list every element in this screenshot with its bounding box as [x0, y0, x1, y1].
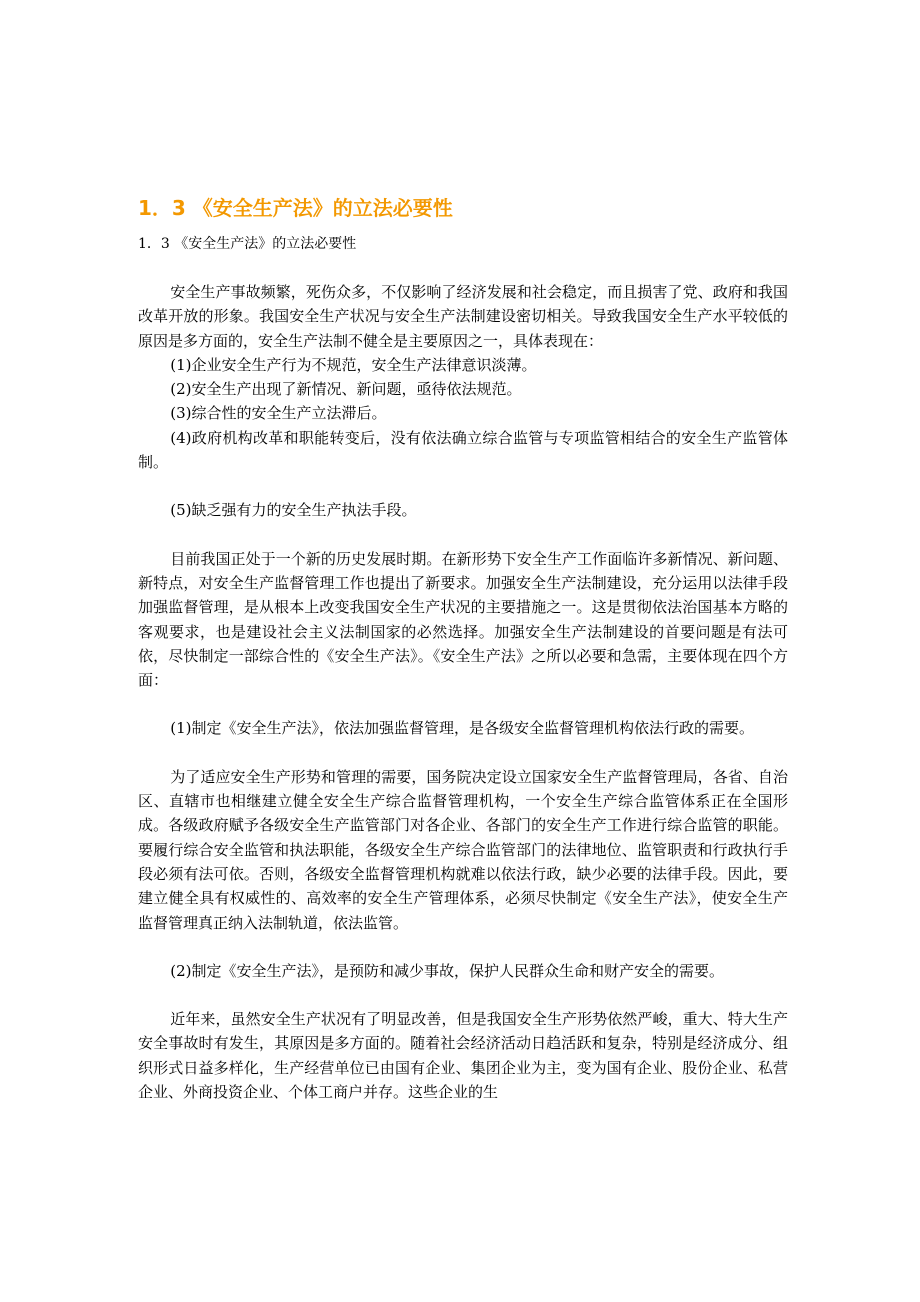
list-item: (2)安全生产出现了新情况、新问题，亟待依法规范。: [170, 380, 522, 399]
list-item: (5)缺乏强有力的安全生产执法手段。: [170, 501, 417, 520]
section-subtitle: 1．3 《安全生产法》的立法必要性: [138, 236, 357, 252]
paragraph: 近年来，虽然安全生产状况有了明显改善，但是我国安全生产形势依然严峻，重大、特大生产安全事故时有发生，其原因是多方面的。随着社会经济活动日趋活跃和复杂，特别是经济成分、组织形式日益多样化，生产经营单位已由国有企业、集团企业为主，变为国有企业、股份企业、私营企业、外商投资企业、个体工商户并存。这些企业的生: [138, 1010, 788, 1102]
page-title: 1．3 《安全生产法》的立法必要性: [138, 196, 453, 220]
point-heading: (2)制定《安全生产法》，是预防和减少事故，保护人民群众生命和财产安全的需要。: [170, 961, 725, 980]
document-body: [138, 280, 788, 1104]
paragraph: 目前我国正处于一个新的历史发展时期。在新形势下安全生产工作面临许多新情况、新问题、新特点，对安全生产监督管理工作也提出了新要求。加强安全生产法制建设，充分运用以法律手段加强监督管理，是从根本上改变我国安全生产状况的主要措施之一。这是贯彻依法治国基本方略的客观要求，也是建设社会主义法制国家的必然选择。加强安全生产法制建设的首要问题是有法可依，尽快制定一部综合性的《安全生产法》。《安全生产法》之所以必要和急需，主要体现在四个方面：: [138, 549, 788, 690]
paragraph: 安全生产事故频繁，死伤众多，不仅影响了经济发展和社会稳定，而且损害了党、政府和我国改革开放的形象。我国安全生产状况与安全生产法制建设密切相关。导致我国安全生产水平较低的原因是多方面的，安全生产法制不健全是主要原因之一，具体表现在：: [138, 283, 788, 350]
paragraph: 为了适应安全生产形势和管理的需要，国务院决定设立国家安全生产监督管理局，各省、自治区、直辖市也相继建立健全安全生产综合监督管理机构，一个安全生产综合监管体系正在全国形成。各级政府赋予各级安全生产监管部门对各企业、各部门的安全生产工作进行综合监管的职能。要履行综合安全监管和执法职能，各级安全生产综合监管部门的法律地位、监管职责和行政执行手段必须有法可依。否则，各级安全监督管理机构就难以依法行政，缺少必要的法律手段。因此，要建立健全具有权威性的、高效率的安全生产管理体系，必须尽快制定《安全生产法》，使安全生产监督管理真正纳入法制轨道，依法监管。: [138, 767, 788, 932]
point-heading: (1)制定《安全生产法》，依法加强监督管理，是各级安全监督管理机构依法行政的需要。: [170, 719, 755, 738]
list-item: (4)政府机构改革和职能转变后，没有依法确立综合监管与专项监管相结合的安全生产监管体制。: [138, 428, 788, 472]
list-item: (1)企业安全生产行为不规范，安全生产法律意识淡薄。: [170, 355, 537, 374]
list-item: (3)综合性的安全生产立法滞后。: [170, 404, 387, 423]
